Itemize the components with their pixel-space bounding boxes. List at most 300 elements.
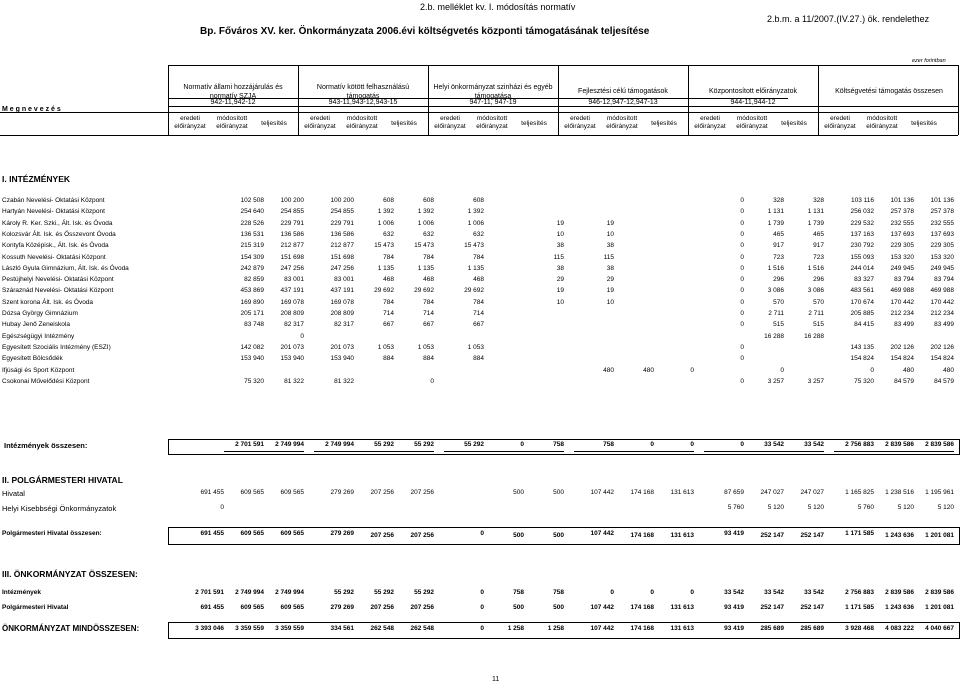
table-cell: 93 419 [724, 625, 744, 632]
table-cell: 55 292 [374, 441, 394, 448]
table-cell: 480 [943, 367, 954, 374]
table-cell: 758 [513, 589, 524, 596]
table-cell: 465 [773, 231, 784, 238]
table-cell: 170 442 [890, 299, 914, 306]
table-cell: 468 [473, 276, 484, 283]
group-total: Költségvetési támogatás összesen [835, 88, 943, 95]
row-name: Kontyfa Középisk., Ált. Isk. és Óvoda [2, 242, 109, 249]
col-header-original-budget: eredeti előirányzat [824, 115, 856, 130]
table-cell: 632 [423, 231, 434, 238]
table-cell: 5 120 [897, 504, 914, 511]
table-cell: 2 711 [768, 310, 784, 317]
table-cell: 230 792 [850, 242, 874, 249]
table-row [0, 276, 958, 287]
table-cell: 136 586 [330, 231, 354, 238]
table-cell: 83 748 [244, 321, 264, 328]
table-cell: 480 [603, 367, 614, 374]
table-cell: 136 531 [240, 231, 264, 238]
table-cell: 468 [423, 276, 434, 283]
table-cell: 83 499 [934, 321, 954, 328]
table-cell: 0 [740, 231, 744, 238]
table-cell: 153 320 [890, 254, 914, 261]
table-cell: 102 508 [240, 197, 264, 204]
table-cell: 169 078 [280, 299, 304, 306]
table-cell: 1 053 [417, 344, 434, 351]
table-row [0, 231, 958, 242]
table-cell: 115 [603, 254, 614, 261]
table-cell: 0 [740, 287, 744, 294]
table-cell: 0 [480, 589, 484, 596]
table-cell: 93 419 [724, 604, 744, 611]
table-cell: 55 292 [334, 589, 354, 596]
table-cell: 202 126 [890, 344, 914, 351]
table-cell: 1 053 [467, 344, 484, 351]
table-cell: 2 756 883 [845, 441, 874, 448]
group-bound-code: 943-11,943-12,943-15 [328, 99, 398, 106]
col-header-actual: teljesítés [261, 120, 287, 127]
table-cell: 100 200 [280, 197, 304, 204]
table-row [0, 489, 958, 500]
section-mayor-office: II. POLGÁRMESTERI HIVATAL [2, 475, 123, 485]
table-cell: 38 [606, 242, 614, 249]
table-cell: 714 [383, 310, 394, 317]
table-cell: 5 760 [727, 504, 744, 511]
table-cell: 1 131 [767, 208, 784, 215]
table-cell: 1 135 [417, 265, 434, 272]
table-cell: 154 824 [890, 355, 914, 362]
table-cell: 83 499 [894, 321, 914, 328]
table-cell: 229 305 [930, 242, 954, 249]
table-cell: 55 292 [414, 589, 434, 596]
table-cell: 84 579 [934, 378, 954, 385]
table-cell: 0 [740, 242, 744, 249]
table-cell: 917 [773, 242, 784, 249]
table-cell: 212 877 [280, 242, 304, 249]
table-cell: 228 526 [240, 220, 264, 227]
table-row [0, 310, 958, 321]
table-cell: 0 [740, 276, 744, 283]
table-cell: 714 [473, 310, 484, 317]
table-cell: 83 001 [284, 276, 304, 283]
table-cell: 1 135 [377, 265, 394, 272]
table-cell: 0 [740, 220, 744, 227]
table-cell: 87 659 [724, 489, 744, 496]
table-cell: 174 168 [630, 489, 654, 496]
col-header-modified-budget: módosított előirányzat [866, 115, 898, 130]
table-cell: 83 001 [334, 276, 354, 283]
table-cell: 257 378 [890, 208, 914, 215]
table-cell: 0 [740, 310, 744, 317]
table-cell: 1 392 [417, 208, 434, 215]
table-cell: 242 879 [240, 265, 264, 272]
table-cell: 252 147 [800, 604, 824, 611]
table-cell: 16 288 [764, 333, 784, 340]
table-cell: 469 988 [890, 287, 914, 294]
table-cell: 212 234 [930, 310, 954, 317]
group-centralized-code: 944-11,944-12 [730, 99, 776, 106]
table-cell: 254 640 [240, 208, 264, 215]
table-cell: 758 [603, 441, 614, 448]
table-cell: 229 305 [890, 242, 914, 249]
col-header-actual: teljesítés [521, 120, 547, 127]
table-cell: 4 083 222 [885, 625, 914, 632]
total-label: ÖNKORMÁNYZAT MINDÖSSZESEN: [2, 624, 140, 633]
table-cell: 154 309 [240, 254, 264, 261]
table-cell: 0 [740, 197, 744, 204]
row-name: Kolozsvár Ált. Isk. és Összevont Óvoda [2, 231, 116, 238]
table-row [0, 504, 958, 515]
group-theatre: Helyi önkormányzat szinházi és egyéb támogatása [433, 84, 553, 100]
table-cell: 0 [520, 441, 524, 448]
table-cell: 884 [383, 355, 394, 362]
group-centralized: Központosított előirányzatok [709, 88, 797, 95]
table-cell: 208 809 [330, 310, 354, 317]
table-cell: 3 257 [807, 378, 824, 385]
table-cell: 29 [606, 276, 614, 283]
table-cell: 254 855 [280, 208, 304, 215]
table-row [0, 220, 958, 231]
table-cell: 19 [556, 287, 564, 294]
page-number: 11 [492, 676, 500, 683]
table-cell: 1 053 [377, 344, 394, 351]
table-cell: 207 256 [410, 532, 434, 539]
table-cell: 153 320 [930, 254, 954, 261]
table-cell: 3 086 [807, 287, 824, 294]
decree-reference: 2.b.m. a 11/2007.(IV.27.) ök. rendelethez [767, 14, 930, 24]
table-cell: 143 135 [850, 344, 874, 351]
row-name: Egészségügyi Intézmény [2, 333, 75, 340]
table-cell: 723 [773, 254, 784, 261]
group-development: Fejlesztési célú támogatások [578, 88, 668, 95]
row-name: Egyesített Szociális Intézmény (ESZI) [2, 344, 111, 351]
table-cell: 784 [423, 299, 434, 306]
table-cell: 103 116 [850, 197, 874, 204]
col-header-modified-budget: módosított előirányzat [476, 115, 508, 130]
table-cell: 328 [773, 197, 784, 204]
total-box [168, 439, 960, 455]
table-cell: 212 234 [890, 310, 914, 317]
table-cell: 2 749 994 [275, 441, 304, 448]
table-cell: 10 [556, 231, 564, 238]
table-cell: 232 555 [930, 220, 954, 227]
table-row [0, 604, 958, 615]
table-cell: 5 120 [767, 504, 784, 511]
table-cell: 0 [690, 441, 694, 448]
table-cell: 2 711 [808, 310, 824, 317]
table-row [0, 355, 958, 366]
table-cell: 1 243 636 [885, 532, 914, 539]
table-cell: 2 756 883 [845, 589, 874, 596]
table-cell: 33 542 [724, 589, 744, 596]
row-name: Polgármesteri Hivatal [2, 604, 69, 611]
table-cell: 131 613 [670, 625, 694, 632]
table-cell: 15 473 [464, 242, 484, 249]
table-cell: 83 794 [934, 276, 954, 283]
table-cell: 33 542 [764, 441, 784, 448]
table-cell: 247 027 [760, 489, 784, 496]
table-cell: 1 243 636 [885, 604, 914, 611]
table-cell: 0 [690, 589, 694, 596]
table-cell: 215 319 [240, 242, 264, 249]
table-cell: 82 317 [334, 321, 354, 328]
table-cell: 279 269 [330, 530, 354, 537]
table-cell: 5 120 [807, 504, 824, 511]
table-cell: 0 [740, 441, 744, 448]
table-cell: 2 749 994 [325, 441, 354, 448]
table-cell: 81 322 [334, 378, 354, 385]
table-cell: 1 258 [507, 625, 524, 632]
table-cell: 608 [473, 197, 484, 204]
table-cell: 101 136 [890, 197, 914, 204]
table-cell: 917 [813, 242, 824, 249]
table-cell: 232 555 [890, 220, 914, 227]
table-cell: 500 [553, 604, 564, 611]
table-cell: 75 320 [854, 378, 874, 385]
col-header-modified-budget: módosított előirányzat [346, 115, 378, 130]
table-cell: 784 [473, 254, 484, 261]
table-cell: 82 317 [284, 321, 304, 328]
table-cell: 83 327 [854, 276, 874, 283]
table-cell: 1 201 081 [925, 532, 954, 539]
group-normative-code: 942-11,942-12 [210, 99, 256, 106]
table-cell: 136 586 [280, 231, 304, 238]
table-cell: 84 579 [894, 378, 914, 385]
total-box [168, 622, 960, 639]
table-cell: 0 [740, 299, 744, 306]
table-cell: 207 256 [370, 604, 394, 611]
table-cell: 608 [383, 197, 394, 204]
row-name: Hivatal [2, 489, 25, 498]
table-cell: 55 292 [464, 441, 484, 448]
table-cell: 174 168 [630, 625, 654, 632]
table-cell: 19 [556, 220, 564, 227]
table-cell: 2 701 591 [235, 441, 264, 448]
table-cell: 201 073 [280, 344, 304, 351]
table-cell: 207 256 [410, 489, 434, 496]
table-cell: 131 613 [670, 604, 694, 611]
row-name: Szent korona Ált. Isk. és Óvoda [2, 299, 94, 306]
table-cell: 465 [813, 231, 824, 238]
table-cell: 1 006 [417, 220, 434, 227]
row-name: Dózsa György Gimnázium [2, 310, 78, 317]
table-cell: 3 359 559 [275, 625, 304, 632]
table-cell: 570 [813, 299, 824, 306]
table-cell: 1 392 [377, 208, 394, 215]
table-cell: 3 393 046 [195, 625, 224, 632]
table-cell: 38 [556, 242, 564, 249]
col-header-modified-budget: módosított előirányzat [736, 115, 768, 130]
table-cell: 137 163 [850, 231, 874, 238]
table-cell: 5 120 [937, 504, 954, 511]
table-cell: 107 442 [590, 625, 614, 632]
table-cell: 154 824 [930, 355, 954, 362]
col-header-original-budget: eredeti előirányzat [694, 115, 726, 130]
table-cell: 81 322 [284, 378, 304, 385]
table-cell: 1 739 [807, 220, 824, 227]
table-cell: 55 292 [414, 441, 434, 448]
table-cell: 0 [690, 367, 694, 374]
table-cell: 0 [650, 441, 654, 448]
table-cell: 0 [480, 530, 484, 537]
table-cell: 2 839 586 [925, 441, 954, 448]
table-cell: 107 442 [590, 530, 614, 537]
col-header-original-budget: eredeti előirányzat [304, 115, 336, 130]
table-cell: 205 171 [240, 310, 264, 317]
table-cell: 153 940 [240, 355, 264, 362]
col-header-modified-budget: módosított előirányzat [216, 115, 248, 130]
table-row [0, 333, 958, 344]
table-cell: 0 [870, 367, 874, 374]
table-cell: 247 256 [280, 265, 304, 272]
table-cell: 1 171 585 [845, 604, 874, 611]
table-cell: 500 [513, 604, 524, 611]
table-cell: 256 032 [850, 208, 874, 215]
table-cell: 0 [780, 367, 784, 374]
col-header-modified-budget: módosított előirányzat [606, 115, 638, 130]
row-name: László Gyula Gimnázium, Ált. Isk. és Óvoda [2, 265, 129, 272]
table-cell: 142 082 [240, 344, 264, 351]
table-cell: 691 455 [200, 489, 224, 496]
table-cell: 10 [606, 299, 614, 306]
table-cell: 609 565 [280, 604, 304, 611]
table-cell: 758 [553, 441, 564, 448]
table-cell: 500 [553, 489, 564, 496]
table-cell: 570 [773, 299, 784, 306]
table-cell: 229 791 [280, 220, 304, 227]
table-cell: 174 168 [630, 604, 654, 611]
table-cell: 1 171 585 [845, 530, 874, 537]
table-cell: 3 359 559 [235, 625, 264, 632]
table-row [0, 287, 958, 298]
table-cell: 29 [556, 276, 564, 283]
table-cell: 0 [480, 604, 484, 611]
table-cell: 101 136 [930, 197, 954, 204]
row-name: Helyi Kisebbségi Önkormányzatok [2, 504, 117, 513]
table-cell: 632 [383, 231, 394, 238]
table-cell: 296 [773, 276, 784, 283]
table-cell: 453 869 [240, 287, 264, 294]
table-cell: 1 516 [807, 265, 824, 272]
table-cell: 334 561 [330, 625, 354, 632]
table-cell: 500 [513, 489, 524, 496]
table-cell: 15 473 [374, 242, 394, 249]
table-cell: 437 191 [330, 287, 354, 294]
row-name: Hubay Jenő Zeneiskola [2, 321, 70, 328]
table-cell: 83 794 [894, 276, 914, 283]
table-cell: 75 320 [244, 378, 264, 385]
table-cell: 252 147 [760, 604, 784, 611]
table-cell: 279 269 [330, 604, 354, 611]
table-cell: 207 256 [370, 532, 394, 539]
table-cell: 15 473 [414, 242, 434, 249]
table-cell: 244 014 [850, 265, 874, 272]
table-cell: 1 006 [377, 220, 394, 227]
table-cell: 252 147 [760, 532, 784, 539]
row-label-heading: M e g n e v e z é s [2, 106, 61, 113]
table-cell: 55 292 [374, 589, 394, 596]
table-cell: 151 698 [330, 254, 354, 261]
row-name: Egyesített Bölcsődék [2, 355, 63, 362]
table-cell: 247 027 [800, 489, 824, 496]
table-cell: 480 [643, 367, 654, 374]
table-cell: 2 749 994 [235, 589, 264, 596]
table-row [0, 265, 958, 276]
table-cell: 1 006 [467, 220, 484, 227]
table-cell: 0 [740, 355, 744, 362]
table-cell: 0 [740, 265, 744, 272]
table-cell: 208 809 [280, 310, 304, 317]
table-cell: 3 086 [767, 287, 784, 294]
table-cell: 4 040 667 [925, 625, 954, 632]
table-cell: 2 839 586 [925, 589, 954, 596]
table-cell: 170 442 [930, 299, 954, 306]
table-row [0, 589, 958, 600]
table-cell: 515 [773, 321, 784, 328]
table-cell: 262 548 [410, 625, 434, 632]
col-header-original-budget: eredeti előirányzat [564, 115, 596, 130]
group-bound: Normatív kötött felhasználású támogatás [316, 84, 410, 100]
table-cell: 784 [473, 299, 484, 306]
table-cell: 1 195 961 [925, 489, 954, 496]
table-cell: 169 078 [330, 299, 354, 306]
row-name: Kossuth Nevelési- Oktatási Központ [2, 254, 106, 261]
table-cell: 609 565 [280, 530, 304, 537]
table-cell: 609 565 [240, 489, 264, 496]
table-cell: 609 565 [240, 604, 264, 611]
table-cell: 609 565 [280, 489, 304, 496]
table-cell: 10 [606, 231, 614, 238]
table-cell: 5 760 [857, 504, 874, 511]
row-name: Csokonai Művelődési Központ [2, 378, 90, 385]
table-cell: 10 [556, 299, 564, 306]
table-cell: 2 701 591 [195, 589, 224, 596]
table-cell: 154 824 [850, 355, 874, 362]
table-cell: 714 [423, 310, 434, 317]
table-cell: 249 945 [930, 265, 954, 272]
table-cell: 1 739 [767, 220, 784, 227]
table-cell: 82 859 [244, 276, 264, 283]
table-cell: 0 [480, 625, 484, 632]
table-row [0, 242, 958, 253]
table-cell: 296 [813, 276, 824, 283]
table-cell: 169 890 [240, 299, 264, 306]
col-header-actual: teljesítés [651, 120, 677, 127]
table-cell: 151 698 [280, 254, 304, 261]
table-cell: 0 [650, 589, 654, 596]
table-cell: 38 [606, 265, 614, 272]
table-cell: 153 940 [280, 355, 304, 362]
table-cell: 205 885 [850, 310, 874, 317]
table-cell: 0 [430, 378, 434, 385]
table-cell: 500 [553, 532, 564, 539]
row-name: Száraznád Nevelési- Oktatási Központ [2, 287, 114, 294]
table-cell: 2 839 586 [885, 441, 914, 448]
table-cell: 38 [556, 265, 564, 272]
table-cell: 784 [383, 254, 394, 261]
table-row [0, 378, 958, 389]
table-cell: 1 131 [807, 208, 824, 215]
table-cell: 3 257 [767, 378, 784, 385]
table-cell: 285 689 [800, 625, 824, 632]
table-cell: 247 256 [330, 265, 354, 272]
col-header-original-budget: eredeti előirányzat [174, 115, 206, 130]
table-cell: 229 791 [330, 220, 354, 227]
table-cell: 207 256 [410, 604, 434, 611]
table-cell: 29 692 [374, 287, 394, 294]
table-cell: 252 147 [800, 532, 824, 539]
table-cell: 469 988 [930, 287, 954, 294]
table-cell: 483 561 [850, 287, 874, 294]
